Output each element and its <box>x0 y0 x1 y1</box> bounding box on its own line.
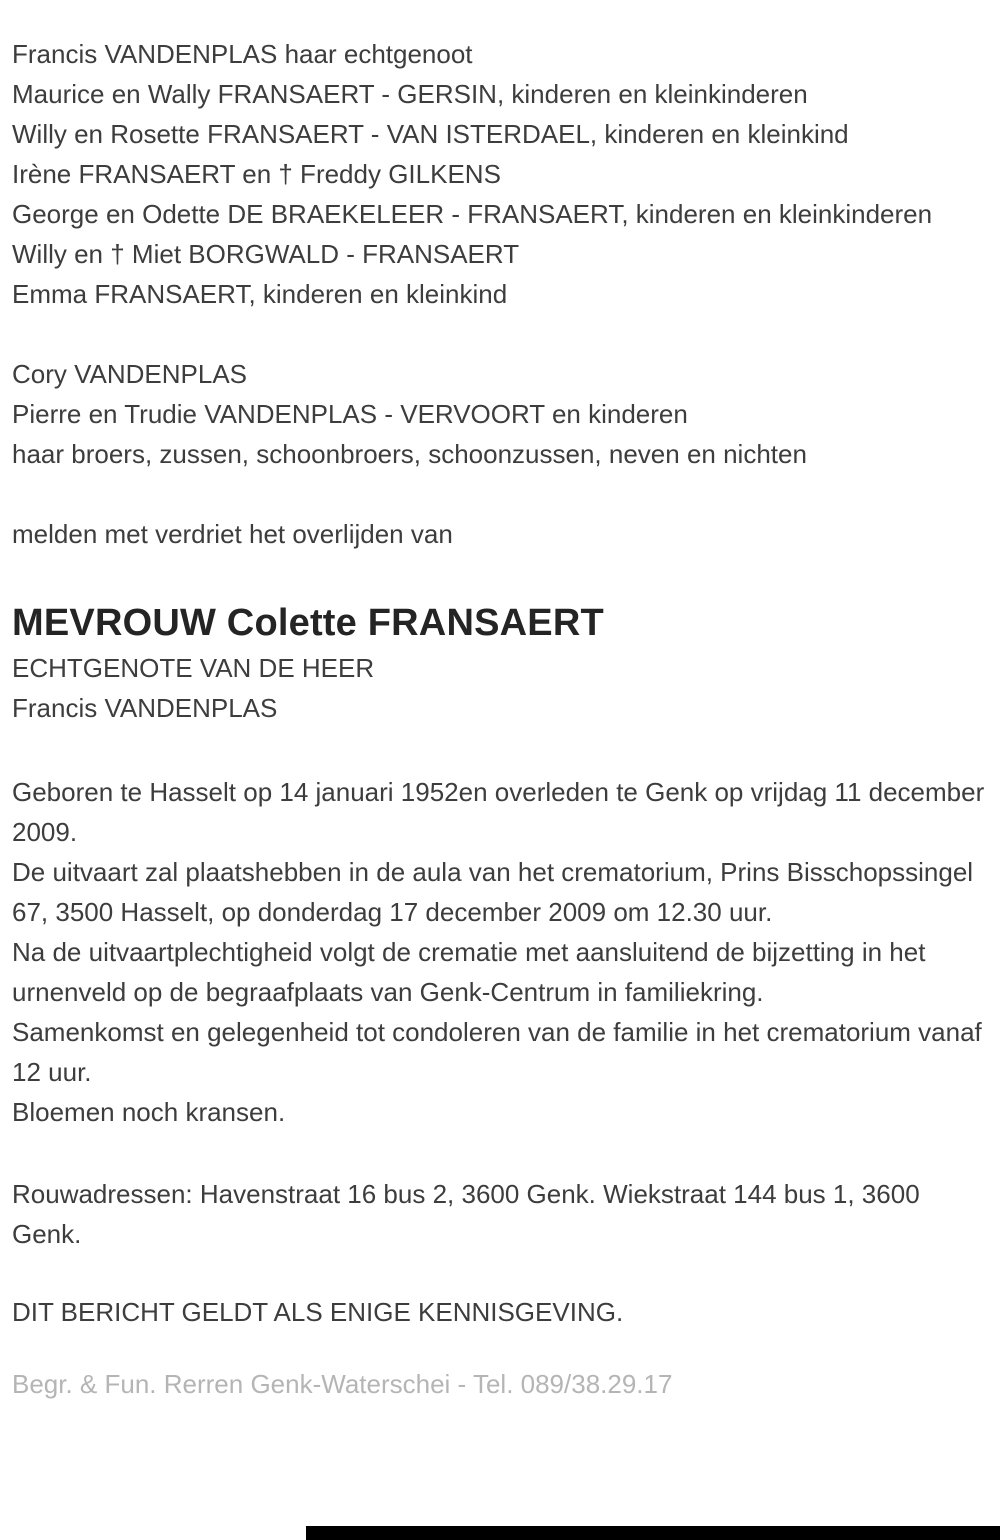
family-line: Willy en Rosette FRANSAERT - VAN ISTERDAEL, kinderen en kleinkind <box>12 119 849 149</box>
bottom-black-bar <box>306 1526 1000 1540</box>
intro-line: melden met verdriet het overlijden van <box>12 519 453 549</box>
deceased-role: ECHTGENOTE VAN DE HEER <box>12 653 375 683</box>
notice-block <box>12 1292 986 1332</box>
family-line: George en Odette DE BRAEKELEER - FRANSAERT, kinderen en kleinkinderen <box>12 199 933 229</box>
family-block-2 <box>12 354 986 474</box>
detail-paragraph: Bloemen noch kransen. <box>12 1097 286 1127</box>
intro-block <box>12 514 986 554</box>
detail-paragraph: Na de uitvaartplechtigheid volgt de crematie met aansluitend de bijzetting in het urnenveld op de begraafplaats van Genk-Centrum in familiekring. <box>12 937 926 1007</box>
family-block-1 <box>12 34 986 314</box>
details-block <box>12 772 986 1132</box>
detail-paragraph: Samenkomst en gelegenheid tot condoleren van de familie in het crematorium vanaf 12 uur. <box>12 1017 982 1087</box>
family-line: Irène FRANSAERT en † Freddy GILKENS <box>12 159 501 189</box>
address-paragraph: Rouwadressen: Havenstraat 16 bus 2, 3600 Genk. Wiekstraat 144 bus 1, 3600 Genk. <box>12 1179 920 1249</box>
family-line: Francis VANDENPLAS haar echtgenoot <box>12 39 473 69</box>
detail-paragraph: Geboren te Hasselt op 14 januari 1952en overleden te Genk op vrijdag 11 december 2009. <box>12 777 985 847</box>
family-line: haar broers, zussen, schoonbroers, schoonzussen, neven en nichten <box>12 439 807 469</box>
footer-line: Begr. & Fun. Rerren Genk-Waterschei - Tel. 089/38.29.17 <box>12 1369 673 1399</box>
notice-line: DIT BERICHT GELDT ALS ENIGE KENNISGEVING. <box>12 1297 624 1327</box>
family-line: Maurice en Wally FRANSAERT - GERSIN, kinderen en kleinkinderen <box>12 79 808 109</box>
family-line: Emma FRANSAERT, kinderen en kleinkind <box>12 279 508 309</box>
spouse-name: Francis VANDENPLAS <box>12 693 278 723</box>
deceased-name: MEVROUW Colette FRANSAERT <box>12 602 604 644</box>
family-line: Pierre en Trudie VANDENPLAS - VERVOORT en kinderen <box>12 399 688 429</box>
address-block <box>12 1174 986 1254</box>
family-line: Willy en † Miet BORGWALD - FRANSAERT <box>12 239 520 269</box>
detail-paragraph: De uitvaart zal plaatshebben in de aula van het crematorium, Prins Bisschopssingel 67, 3500 Hasselt, op donderdag 17 december 2009 om 12.30 uur. <box>12 857 974 927</box>
deceased-block <box>12 598 986 728</box>
family-line: Cory VANDENPLAS <box>12 359 248 389</box>
